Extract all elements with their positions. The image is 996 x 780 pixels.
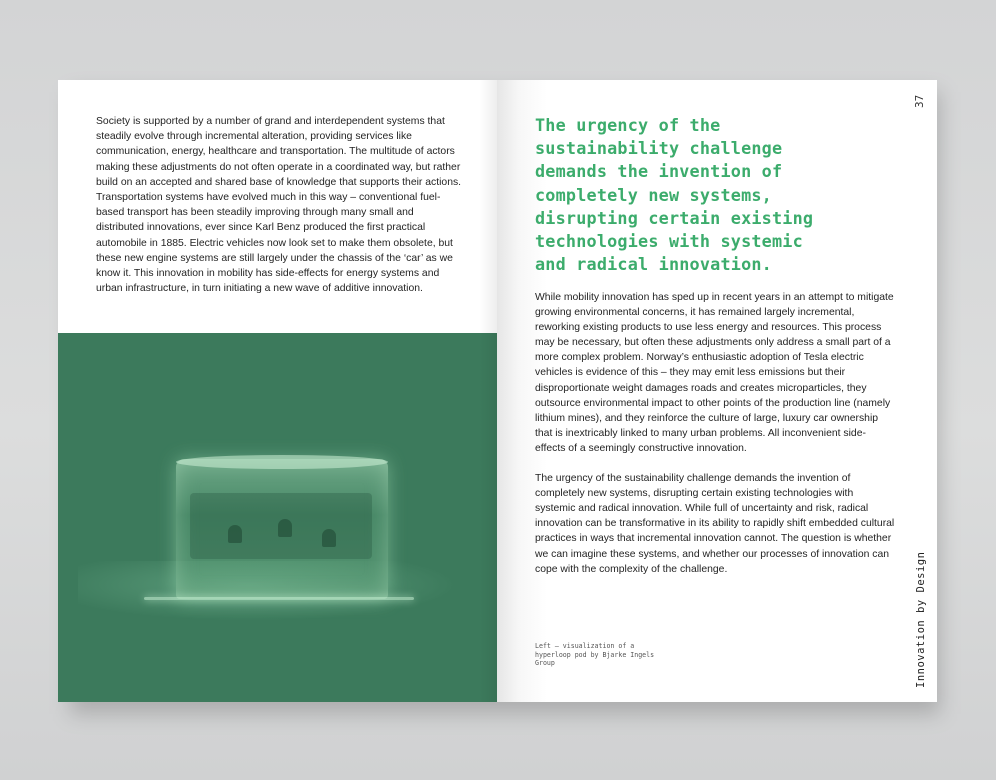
right-page — [497, 80, 937, 702]
passenger-figure — [278, 519, 292, 537]
running-title: Innovation by Design — [915, 551, 927, 688]
left-page — [58, 80, 497, 702]
pod-light-streak — [144, 597, 414, 600]
headline-line: and radical innovation. — [535, 254, 772, 275]
pod-roof-highlight — [176, 455, 388, 469]
headline-line: disrupting certain existing — [535, 207, 814, 228]
headline-line: sustainability challenge — [535, 138, 783, 159]
hyperloop-pod-image — [58, 333, 497, 702]
passenger-figure — [322, 529, 336, 547]
passenger-figure — [228, 525, 242, 543]
right-body-text — [535, 290, 895, 592]
headline-line: The urgency of the — [535, 115, 721, 135]
image-caption: Left – visualization of a hyperloop pod by Bjarke Ingels Group — [535, 642, 655, 668]
headline-line: completely new systems, — [535, 184, 772, 205]
left-paragraph: Society is supported by a number of grand and interdependent systems that steadily evolve through incremental alteration, providing services like communication, energy, healthcare and transportation. The multitude of actors making these adjustments do not often operate in a coordinated way, but rather build on an accepted and shared base of knowledge that supports their actions. Transportation systems have evolved much in this way – conventional fuel-based transport has been steadily improving through many small and distributed innovations, ever since Karl Benz produced the first practical automobile in 1885. Electric vehicles now look set to make them obsolete, but these new engine systems are still largely under the chassis of the ‘car’ as we know it. This innovation in mobility has side-effects for energy systems and urban infrastructure, in turn initiating a new wave of additive innovation. — [96, 116, 462, 295]
headline-line: demands the invention of — [535, 161, 783, 182]
page-number: 37 — [913, 94, 926, 108]
left-body-text — [96, 114, 462, 296]
gutter-shadow — [479, 80, 497, 702]
pull-quote-headline — [535, 114, 915, 276]
right-paragraph: While mobility innovation has sped up in recent years in an attempt to mitigate growing environmental concerns, it has remained largely incremental, reworking existing products to use less energy and resources. This process may be necessary, but often these adjustments only address a small part of a more complex problem. Norway’s enthusiastic adoption of Tesla electric vehicles is evidence of this – they may emit less emissions but their disproportionate weight damages roads and creates microparticles, they outsource environmental impact to other points of the production line (namely lithium mines), and they reinforce the culture of large, luxury car ownership that is inextricably linked to many urban problems. All inconvenient side-effects of a seemingly constructive innovation. — [535, 292, 894, 454]
headline-line: technologies with systemic — [535, 231, 803, 252]
right-paragraph: The urgency of the sustainability challenge demands the invention of completely new systems, disrupting certain existing technologies with systemic and radical innovation. While full of uncertainty and risk, radical innovation can be transformative in its ability to rapidly shift embedded cultural practices in ways that incremental innovation cannot. The question is whether we can imagine these systems, and whether our processes of innovation can cope with the complexity of the challenge. — [535, 473, 895, 575]
